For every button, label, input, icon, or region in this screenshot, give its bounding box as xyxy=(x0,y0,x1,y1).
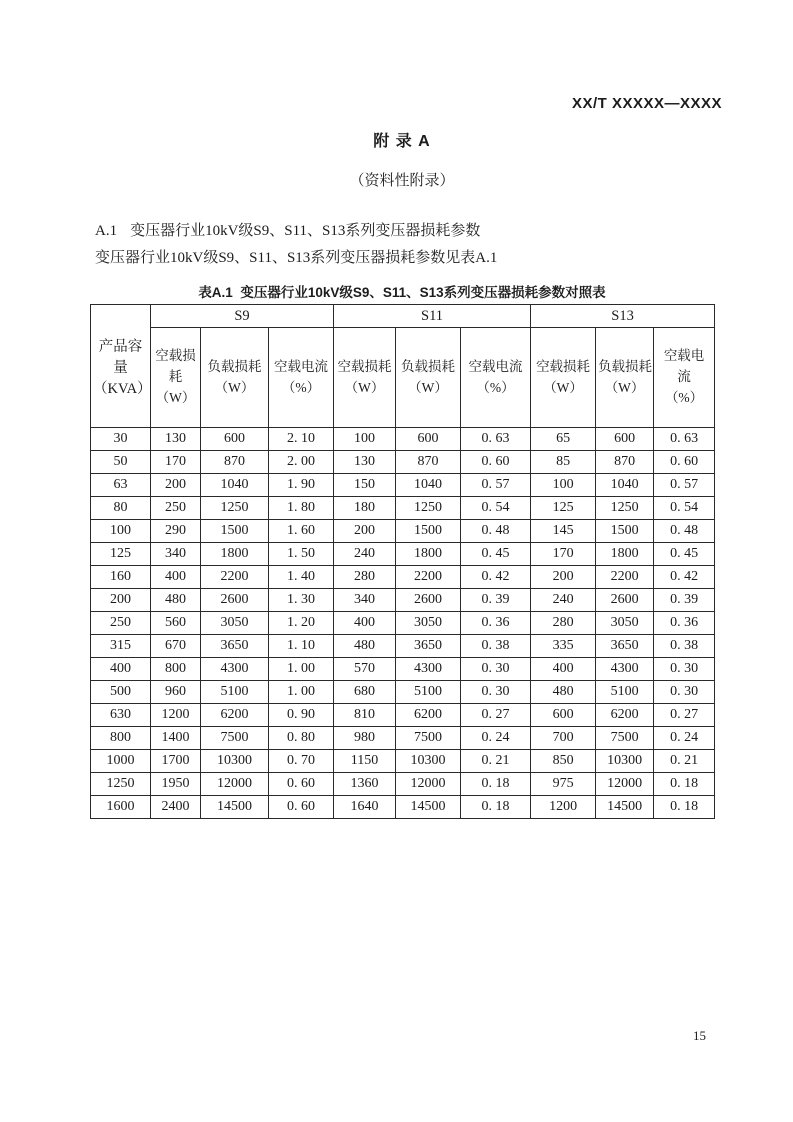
table-cell: 1200 xyxy=(151,704,201,727)
table-cell: 65 xyxy=(531,428,596,451)
table-cell: 0. 24 xyxy=(461,727,531,750)
table-cell: 1200 xyxy=(531,796,596,819)
column-header-unit: （%） xyxy=(664,389,704,405)
table-cell: 700 xyxy=(531,727,596,750)
table-row xyxy=(91,658,715,681)
table-cell: 10300 xyxy=(201,750,269,773)
table-cell: 130 xyxy=(334,451,396,474)
column-header-unit: （W） xyxy=(408,379,448,395)
table-cell: 315 xyxy=(91,635,151,658)
clause-title: 变压器行业10kV级S9、S11、S13系列变压器损耗参数 xyxy=(130,223,481,239)
table-cell: 290 xyxy=(151,520,201,543)
table-cell: 0. 70 xyxy=(269,750,334,773)
table-cell: 6200 xyxy=(596,704,654,727)
table-cell: 50 xyxy=(91,451,151,474)
table-row xyxy=(91,750,715,773)
table-cell: 1250 xyxy=(596,497,654,520)
column-header-label: 空载损耗 xyxy=(536,358,591,374)
table-cell: 1500 xyxy=(201,520,269,543)
table-row xyxy=(91,704,715,727)
group-header-s13: S13 xyxy=(531,305,715,328)
table-cell: 240 xyxy=(334,543,396,566)
table-cell: 3650 xyxy=(396,635,461,658)
table-cell: 980 xyxy=(334,727,396,750)
table-cell: 125 xyxy=(531,497,596,520)
column-header-label: 空载损耗 xyxy=(155,348,196,385)
table-cell: 0. 54 xyxy=(461,497,531,520)
corner-header-unit: （KVA） xyxy=(93,380,152,397)
table-caption: 表A.1 变压器行业10kV级S9、S11、S13系列变压器损耗参数对照表 xyxy=(198,285,606,300)
table-cell: 0. 18 xyxy=(654,796,715,819)
table-cell: 810 xyxy=(334,704,396,727)
page-number: 15 xyxy=(693,1028,706,1043)
table-group-header-row xyxy=(91,305,715,328)
table-cell: 0. 21 xyxy=(461,750,531,773)
table-cell: 500 xyxy=(91,681,151,704)
table-cell: 4300 xyxy=(201,658,269,681)
table-cell: 340 xyxy=(334,589,396,612)
column-header xyxy=(201,328,269,428)
group-header-s9: S9 xyxy=(151,305,334,328)
table-cell: 100 xyxy=(91,520,151,543)
column-header xyxy=(654,328,715,428)
table-cell: 1640 xyxy=(334,796,396,819)
table-cell: 1800 xyxy=(201,543,269,566)
column-header-unit: （W） xyxy=(155,389,196,405)
table-cell: 600 xyxy=(201,428,269,451)
table-cell: 1800 xyxy=(396,543,461,566)
table-cell: 0. 24 xyxy=(654,727,715,750)
table-row xyxy=(91,635,715,658)
table-row xyxy=(91,773,715,796)
table-cell: 480 xyxy=(531,681,596,704)
table-cell: 680 xyxy=(334,681,396,704)
table-cell: 1. 10 xyxy=(269,635,334,658)
table-row xyxy=(91,589,715,612)
table-cell: 0. 30 xyxy=(461,658,531,681)
table-cell: 4300 xyxy=(596,658,654,681)
table-cell: 0. 63 xyxy=(461,428,531,451)
table-cell: 170 xyxy=(151,451,201,474)
corner-header-label: 产品容量 xyxy=(98,338,143,376)
column-header-label: 负载损耗 xyxy=(401,358,456,374)
table-cell: 0. 45 xyxy=(654,543,715,566)
table-cell: 200 xyxy=(151,474,201,497)
table-cell: 180 xyxy=(334,497,396,520)
table-cell: 6200 xyxy=(201,704,269,727)
column-header xyxy=(531,328,596,428)
table-cell: 0. 80 xyxy=(269,727,334,750)
table-cell: 0. 30 xyxy=(654,658,715,681)
table-cell: 2. 00 xyxy=(269,451,334,474)
table-cell: 100 xyxy=(334,428,396,451)
appendix-subtitle: （资料性附录） xyxy=(349,173,455,189)
table-cell: 1. 20 xyxy=(269,612,334,635)
table-cell: 670 xyxy=(151,635,201,658)
column-header-unit: （%） xyxy=(281,379,321,395)
table-cell: 0. 60 xyxy=(654,451,715,474)
table-cell: 0. 21 xyxy=(654,750,715,773)
table-cell: 400 xyxy=(151,566,201,589)
table-cell: 170 xyxy=(531,543,596,566)
table-cell: 3650 xyxy=(596,635,654,658)
table-cell: 0. 38 xyxy=(461,635,531,658)
table-cell: 1700 xyxy=(151,750,201,773)
table-cell: 0. 27 xyxy=(654,704,715,727)
table-cell: 560 xyxy=(151,612,201,635)
table-cell: 250 xyxy=(151,497,201,520)
column-header xyxy=(269,328,334,428)
table-cell: 2200 xyxy=(201,566,269,589)
table-cell: 250 xyxy=(91,612,151,635)
table-cell: 1250 xyxy=(396,497,461,520)
table-cell: 1. 80 xyxy=(269,497,334,520)
table-cell: 960 xyxy=(151,681,201,704)
table-header xyxy=(91,305,715,428)
table-cell: 480 xyxy=(334,635,396,658)
table-cell: 12000 xyxy=(201,773,269,796)
table-cell: 1500 xyxy=(596,520,654,543)
table-row xyxy=(91,428,715,451)
column-header xyxy=(396,328,461,428)
table-cell: 12000 xyxy=(596,773,654,796)
column-header-label: 空载电流 xyxy=(663,348,705,385)
corner-header-cell xyxy=(91,305,151,428)
table-cell: 800 xyxy=(151,658,201,681)
table-cell: 1040 xyxy=(596,474,654,497)
table-row xyxy=(91,727,715,750)
table-row xyxy=(91,474,715,497)
table-cell: 130 xyxy=(151,428,201,451)
table-cell: 4300 xyxy=(396,658,461,681)
table-subheader-row xyxy=(91,328,715,428)
table-cell: 1. 00 xyxy=(269,658,334,681)
table-cell: 0. 42 xyxy=(461,566,531,589)
table-cell: 125 xyxy=(91,543,151,566)
table-cell: 0. 36 xyxy=(461,612,531,635)
table-cell: 1. 60 xyxy=(269,520,334,543)
table-cell: 1600 xyxy=(91,796,151,819)
table-cell: 3050 xyxy=(596,612,654,635)
table-cell: 0. 39 xyxy=(654,589,715,612)
table-cell: 1000 xyxy=(91,750,151,773)
table-cell: 600 xyxy=(596,428,654,451)
table-cell: 14500 xyxy=(596,796,654,819)
table-cell: 2600 xyxy=(396,589,461,612)
table-cell: 0. 60 xyxy=(269,773,334,796)
table-cell: 2200 xyxy=(596,566,654,589)
table-cell: 1. 50 xyxy=(269,543,334,566)
column-header-unit: （W） xyxy=(214,379,255,395)
table-cell: 570 xyxy=(334,658,396,681)
table-cell: 0. 30 xyxy=(461,681,531,704)
table-row xyxy=(91,451,715,474)
table-cell: 1250 xyxy=(201,497,269,520)
table-cell: 2200 xyxy=(396,566,461,589)
table-cell: 870 xyxy=(396,451,461,474)
table-cell: 150 xyxy=(334,474,396,497)
column-header-unit: （W） xyxy=(344,379,385,395)
table-cell: 0. 57 xyxy=(461,474,531,497)
table-cell: 0. 60 xyxy=(269,796,334,819)
table-cell: 1950 xyxy=(151,773,201,796)
table-cell: 12000 xyxy=(396,773,461,796)
loss-parameter-table xyxy=(90,304,715,819)
document-code: XX/T XXXXX—XXXX xyxy=(571,95,722,112)
table-cell: 6200 xyxy=(396,704,461,727)
column-header-label: 空载电流 xyxy=(468,358,523,374)
table-cell: 0. 57 xyxy=(654,474,715,497)
table-cell: 0. 18 xyxy=(461,796,531,819)
table-cell: 0. 36 xyxy=(654,612,715,635)
table-cell: 280 xyxy=(334,566,396,589)
table-cell: 0. 39 xyxy=(461,589,531,612)
table-cell: 0. 63 xyxy=(654,428,715,451)
column-header-label: 空载损耗 xyxy=(337,358,392,374)
table-cell: 2600 xyxy=(596,589,654,612)
table-cell: 800 xyxy=(91,727,151,750)
column-header-label: 负载损耗 xyxy=(598,358,653,374)
table-row xyxy=(91,566,715,589)
group-header-s11: S11 xyxy=(334,305,531,328)
table-cell: 400 xyxy=(91,658,151,681)
appendix-title: 附 录 A xyxy=(373,133,431,150)
clause-number: A.1 xyxy=(95,223,118,239)
table-cell: 10300 xyxy=(396,750,461,773)
column-header-label: 负载损耗 xyxy=(207,358,262,374)
table-cell: 10300 xyxy=(596,750,654,773)
table-cell: 0. 42 xyxy=(654,566,715,589)
table-cell: 1. 90 xyxy=(269,474,334,497)
table-cell: 1400 xyxy=(151,727,201,750)
table-cell: 80 xyxy=(91,497,151,520)
table-cell: 1040 xyxy=(201,474,269,497)
table-cell: 14500 xyxy=(396,796,461,819)
table-cell: 145 xyxy=(531,520,596,543)
table-cell: 1250 xyxy=(91,773,151,796)
table-cell: 1. 30 xyxy=(269,589,334,612)
table-cell: 5100 xyxy=(396,681,461,704)
table-cell: 0. 60 xyxy=(461,451,531,474)
table-cell: 400 xyxy=(531,658,596,681)
table-cell: 1360 xyxy=(334,773,396,796)
table-cell: 280 xyxy=(531,612,596,635)
table-cell: 30 xyxy=(91,428,151,451)
table-cell: 1. 00 xyxy=(269,681,334,704)
table-cell: 100 xyxy=(531,474,596,497)
intro-text: 变压器行业10kV级S9、S11、S13系列变压器损耗参数见表A.1 xyxy=(95,250,498,266)
table-cell: 850 xyxy=(531,750,596,773)
table-cell: 14500 xyxy=(201,796,269,819)
table-cell: 1150 xyxy=(334,750,396,773)
column-header xyxy=(334,328,396,428)
table-cell: 1500 xyxy=(396,520,461,543)
table-cell: 3650 xyxy=(201,635,269,658)
column-header-label: 空载电流 xyxy=(274,358,329,374)
table-cell: 480 xyxy=(151,589,201,612)
table-cell: 0. 48 xyxy=(461,520,531,543)
table-cell: 2. 10 xyxy=(269,428,334,451)
table-cell: 630 xyxy=(91,704,151,727)
table-cell: 2600 xyxy=(201,589,269,612)
table-cell: 335 xyxy=(531,635,596,658)
table-cell: 1040 xyxy=(396,474,461,497)
table-cell: 0. 90 xyxy=(269,704,334,727)
table-cell: 85 xyxy=(531,451,596,474)
table-cell: 7500 xyxy=(201,727,269,750)
table-cell: 7500 xyxy=(396,727,461,750)
column-header-unit: （W） xyxy=(604,379,645,395)
table-cell: 0. 27 xyxy=(461,704,531,727)
table-row xyxy=(91,543,715,566)
table-row xyxy=(91,612,715,635)
table-cell: 600 xyxy=(396,428,461,451)
table-cell: 240 xyxy=(531,589,596,612)
table-cell: 0. 48 xyxy=(654,520,715,543)
column-header-unit: （%） xyxy=(476,379,515,395)
table-cell: 1. 40 xyxy=(269,566,334,589)
table-cell: 160 xyxy=(91,566,151,589)
table-cell: 0. 45 xyxy=(461,543,531,566)
table-cell: 0. 38 xyxy=(654,635,715,658)
table-cell: 0. 18 xyxy=(461,773,531,796)
table-cell: 200 xyxy=(334,520,396,543)
clause-heading xyxy=(95,219,480,240)
table-cell: 0. 30 xyxy=(654,681,715,704)
table-cell: 63 xyxy=(91,474,151,497)
table-row xyxy=(91,681,715,704)
table-cell: 200 xyxy=(91,589,151,612)
table-cell: 870 xyxy=(596,451,654,474)
table-cell: 0. 54 xyxy=(654,497,715,520)
table-cell: 3050 xyxy=(396,612,461,635)
table-cell: 870 xyxy=(201,451,269,474)
column-header-unit: （W） xyxy=(543,379,583,395)
table-cell: 200 xyxy=(531,566,596,589)
table-cell: 0. 18 xyxy=(654,773,715,796)
table-cell: 400 xyxy=(334,612,396,635)
loss-table-body xyxy=(91,428,715,819)
table-cell: 3050 xyxy=(201,612,269,635)
column-header xyxy=(461,328,531,428)
table-cell: 600 xyxy=(531,704,596,727)
table-cell: 1800 xyxy=(596,543,654,566)
column-header xyxy=(151,328,201,428)
table-row xyxy=(91,796,715,819)
column-header xyxy=(596,328,654,428)
table-cell: 5100 xyxy=(596,681,654,704)
table-row xyxy=(91,497,715,520)
table-cell: 5100 xyxy=(201,681,269,704)
table-cell: 975 xyxy=(531,773,596,796)
table-cell: 7500 xyxy=(596,727,654,750)
table-row xyxy=(91,520,715,543)
table-cell: 340 xyxy=(151,543,201,566)
table-cell: 2400 xyxy=(151,796,201,819)
